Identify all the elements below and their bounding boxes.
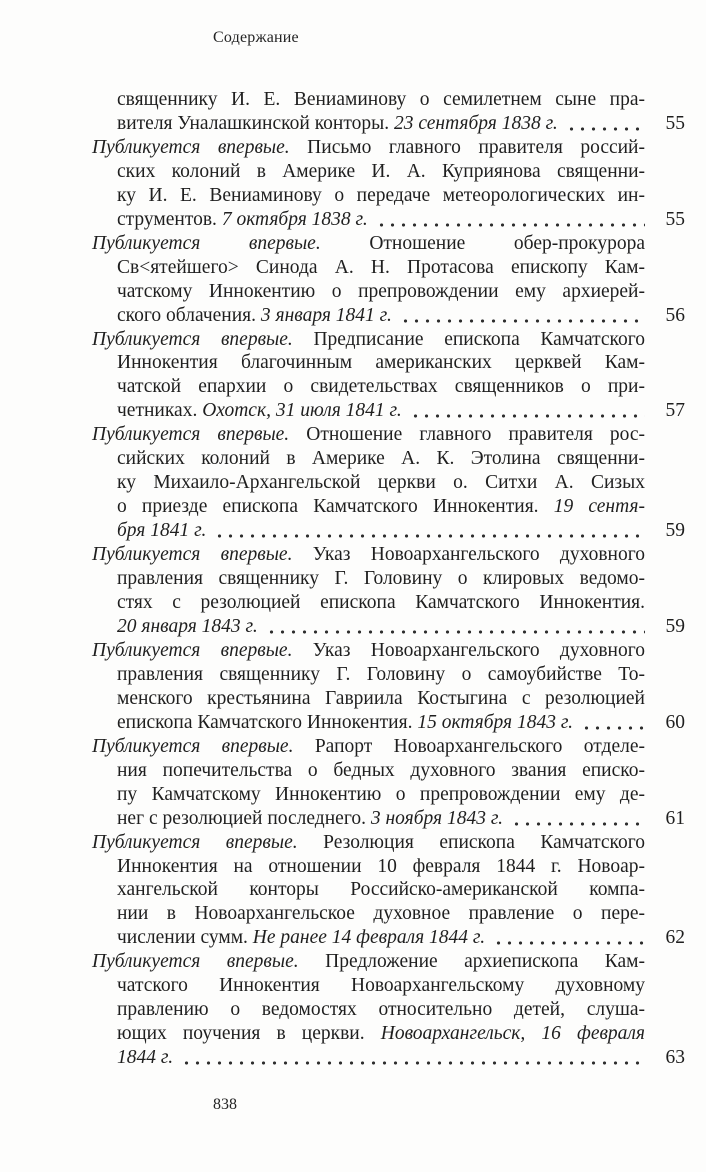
dot-leader xyxy=(263,615,645,639)
toc-line-text: чатской епархии о свидетельствах священников о при- xyxy=(117,376,645,398)
toc-line-text: Публикуется впервые. Резолюция епископа Камчатского xyxy=(92,831,645,853)
toc-page-number xyxy=(645,423,685,447)
toc-line xyxy=(92,160,685,184)
toc-line xyxy=(92,447,685,471)
toc-page-number xyxy=(645,256,685,280)
toc-page-number xyxy=(645,831,685,855)
toc-page-number xyxy=(645,591,685,615)
toc-line xyxy=(92,783,685,807)
toc-line xyxy=(92,375,685,399)
toc-page-number xyxy=(645,160,685,184)
toc-line xyxy=(92,663,685,687)
toc-line-text: нии в Новоархангельское духовное правление о пере- xyxy=(117,903,645,925)
dot-leader xyxy=(563,112,645,136)
page-number: 838 xyxy=(213,1096,237,1113)
dot-leader xyxy=(211,519,645,543)
toc-page-number xyxy=(645,735,685,759)
toc-line xyxy=(92,328,685,352)
toc-page-number xyxy=(645,232,685,256)
toc-page-number xyxy=(645,950,685,974)
toc-line xyxy=(92,471,685,495)
toc-line-text: 20 января 1843 г. xyxy=(92,615,645,639)
toc-page-number xyxy=(645,495,685,519)
toc-line xyxy=(92,567,685,591)
toc-page-number: 60 xyxy=(665,711,685,733)
toc-line xyxy=(92,591,685,615)
toc-line-text: Иннокентия благочинным американских церквей Кам- xyxy=(117,352,645,374)
dot-leader xyxy=(407,399,645,423)
toc-page-number xyxy=(645,878,685,902)
toc-line-text: Публикуется впервые. Указ Новоархангельского духовного xyxy=(92,639,646,661)
dot-leader xyxy=(397,304,645,328)
toc-page-number xyxy=(645,184,685,208)
toc-page-number: 59 xyxy=(665,520,685,542)
toc-line xyxy=(92,88,685,112)
toc-line-text: правлению о ведомостях относительно детей, слуша- xyxy=(117,999,645,1021)
toc-line-text: менского крестьянина Гавриила Костыгина с резолюцией xyxy=(117,687,645,709)
dot-leader xyxy=(508,807,645,831)
toc-line xyxy=(92,184,685,208)
toc-line xyxy=(92,1046,685,1070)
toc-line xyxy=(92,423,685,447)
toc-list xyxy=(92,88,685,1070)
toc-line-text: Публикуется впервые. Указ Новоархангельского духовного xyxy=(92,544,646,566)
toc-line-text: правления священнику Г. Головину о клировых ведомо- xyxy=(117,568,645,590)
toc-line-text: нег с резолюцией последнего. 3 ноября 1843 г. xyxy=(92,807,645,831)
toc-line-text: правления священнику Г. Головину о самоубийстве То- xyxy=(117,663,645,685)
toc-page-number: 62 xyxy=(665,927,685,949)
toc-page-number xyxy=(645,447,685,471)
toc-line-text: ку И. Е. Вениаминову о передаче метеорологических ин- xyxy=(117,184,645,206)
dot-leader xyxy=(490,926,645,950)
toc-line-text: числении сумм. Не ранее 14 февраля 1844 г. xyxy=(92,926,645,950)
toc-line xyxy=(92,280,685,304)
toc-line xyxy=(92,711,685,735)
running-head: Содержание xyxy=(213,29,299,46)
toc-line-text: священнику И. Е. Вениаминову о семилетнем сыне пра- xyxy=(117,89,645,110)
toc-page-number: 55 xyxy=(665,208,685,230)
toc-page-number xyxy=(645,902,685,926)
toc-page-number xyxy=(645,88,685,112)
toc-line-text: Публикуется впервые. Рапорт Новоархангельского отделе- xyxy=(92,735,645,757)
dot-leader xyxy=(178,1046,645,1070)
toc-line xyxy=(92,136,685,160)
toc-line-text: ского облачения. 3 января 1841 г. xyxy=(92,304,645,328)
toc-line-text: Св<ятейшего> Синода А. Н. Протасова епископу Кам- xyxy=(117,256,645,278)
toc-line-text: четниках. Охотск, 31 июля 1841 г. xyxy=(92,399,645,423)
toc-line-text: Публикуется впервые. Предложение архиепископа Кам- xyxy=(92,951,645,973)
toc-line-text: ния попечительства о бедных духовного звания еписко- xyxy=(117,759,645,781)
toc-page-number xyxy=(645,998,685,1022)
toc-line xyxy=(92,735,685,759)
toc-line-text: струментов. 7 октября 1838 г. xyxy=(92,208,645,232)
toc-line-text: ющих поучения в церкви. Новоархангельск, 16 февраля xyxy=(117,1023,646,1045)
toc-line xyxy=(92,1022,685,1046)
toc-line-text: епископа Камчатского Иннокентия. 15 октября 1843 г. xyxy=(92,711,645,735)
toc-page-number xyxy=(645,759,685,783)
toc-line-text: о приезде епископа Камчатского Иннокентия. 19 сентя- xyxy=(117,496,645,518)
toc-line-text: Публикуется впервые. Отношение главного правителя рос- xyxy=(92,424,646,446)
toc-page-number xyxy=(645,543,685,567)
toc-page-number: 61 xyxy=(665,807,685,829)
toc-page-number: 63 xyxy=(665,1047,685,1069)
toc-page-number xyxy=(645,136,685,160)
toc-line xyxy=(92,519,685,543)
toc-line-text: сийских колоний в Америке А. К. Этолина священни- xyxy=(117,448,645,470)
dot-leader xyxy=(578,711,645,735)
toc-line xyxy=(92,687,685,711)
toc-line-text: 1844 г. xyxy=(92,1046,645,1070)
toc-line xyxy=(92,304,685,328)
toc-page-number: 55 xyxy=(665,112,685,134)
toc-line xyxy=(92,974,685,998)
toc-line xyxy=(92,615,685,639)
toc-page-number xyxy=(645,280,685,304)
toc-page-number: 59 xyxy=(665,615,685,637)
toc-page-number xyxy=(645,974,685,998)
toc-line xyxy=(92,831,685,855)
toc-line xyxy=(92,495,685,519)
toc-page-number xyxy=(645,567,685,591)
toc-line-text: пу Камчатскому Иннокентию о препровождении ему де- xyxy=(117,783,645,805)
toc-line xyxy=(92,855,685,879)
toc-page-number xyxy=(645,1022,685,1046)
toc-line xyxy=(92,807,685,831)
toc-line-text: Иннокентия на отношении 10 февраля 1844 г. Новоар- xyxy=(117,855,645,877)
toc-line xyxy=(92,232,685,256)
toc-line-text: Публикуется впервые. Предписание епископа Камчатского xyxy=(92,328,645,350)
toc-line xyxy=(92,543,685,567)
toc-line xyxy=(92,878,685,902)
toc-line-text: ку Михаило-Архангельской церкви о. Ситхи А. Сизых xyxy=(117,472,645,494)
toc-page-number xyxy=(645,375,685,399)
toc-line-text: вителя Уналашкинской конторы. 23 сентября 1838 г. xyxy=(92,112,645,136)
toc-line xyxy=(92,399,685,423)
toc-line xyxy=(92,926,685,950)
toc-page-number: 57 xyxy=(665,400,685,422)
toc-line xyxy=(92,902,685,926)
toc-line-text: Публикуется впервые. Письмо главного правителя россий- xyxy=(92,136,645,158)
toc-line-text: чатского Иннокентия Новоархангельскому духовному xyxy=(117,975,645,997)
toc-line-text: ских колоний в Америке И. А. Куприянова священни- xyxy=(117,160,645,182)
toc-page-number xyxy=(645,328,685,352)
toc-line-text: Публикуется впервые. Отношение обер-прокурора xyxy=(92,232,646,254)
toc-page-number xyxy=(645,639,685,663)
toc-line xyxy=(92,351,685,375)
toc-line xyxy=(92,759,685,783)
toc-line xyxy=(92,208,685,232)
toc-line xyxy=(92,256,685,280)
toc-page-number: 56 xyxy=(665,304,685,326)
toc-page-number xyxy=(645,855,685,879)
toc-page-number xyxy=(645,783,685,807)
toc-line xyxy=(92,950,685,974)
toc-line-text: хангельской конторы Российско-американской компа- xyxy=(117,879,645,901)
toc-line-text: бря 1841 г. xyxy=(92,519,645,543)
toc-line xyxy=(92,998,685,1022)
toc-page-number xyxy=(645,687,685,711)
toc-line xyxy=(92,639,685,663)
toc-page-number xyxy=(645,471,685,495)
toc-page-number xyxy=(645,663,685,687)
dot-leader xyxy=(373,208,645,232)
toc-line-text: чатскому Иннокентию о препровождении ему архиерей- xyxy=(117,280,645,302)
toc-page-number xyxy=(645,351,685,375)
toc-line-text: стях с резолюцией епископа Камчатского Иннокентия. xyxy=(117,592,645,614)
toc-line xyxy=(92,112,685,136)
